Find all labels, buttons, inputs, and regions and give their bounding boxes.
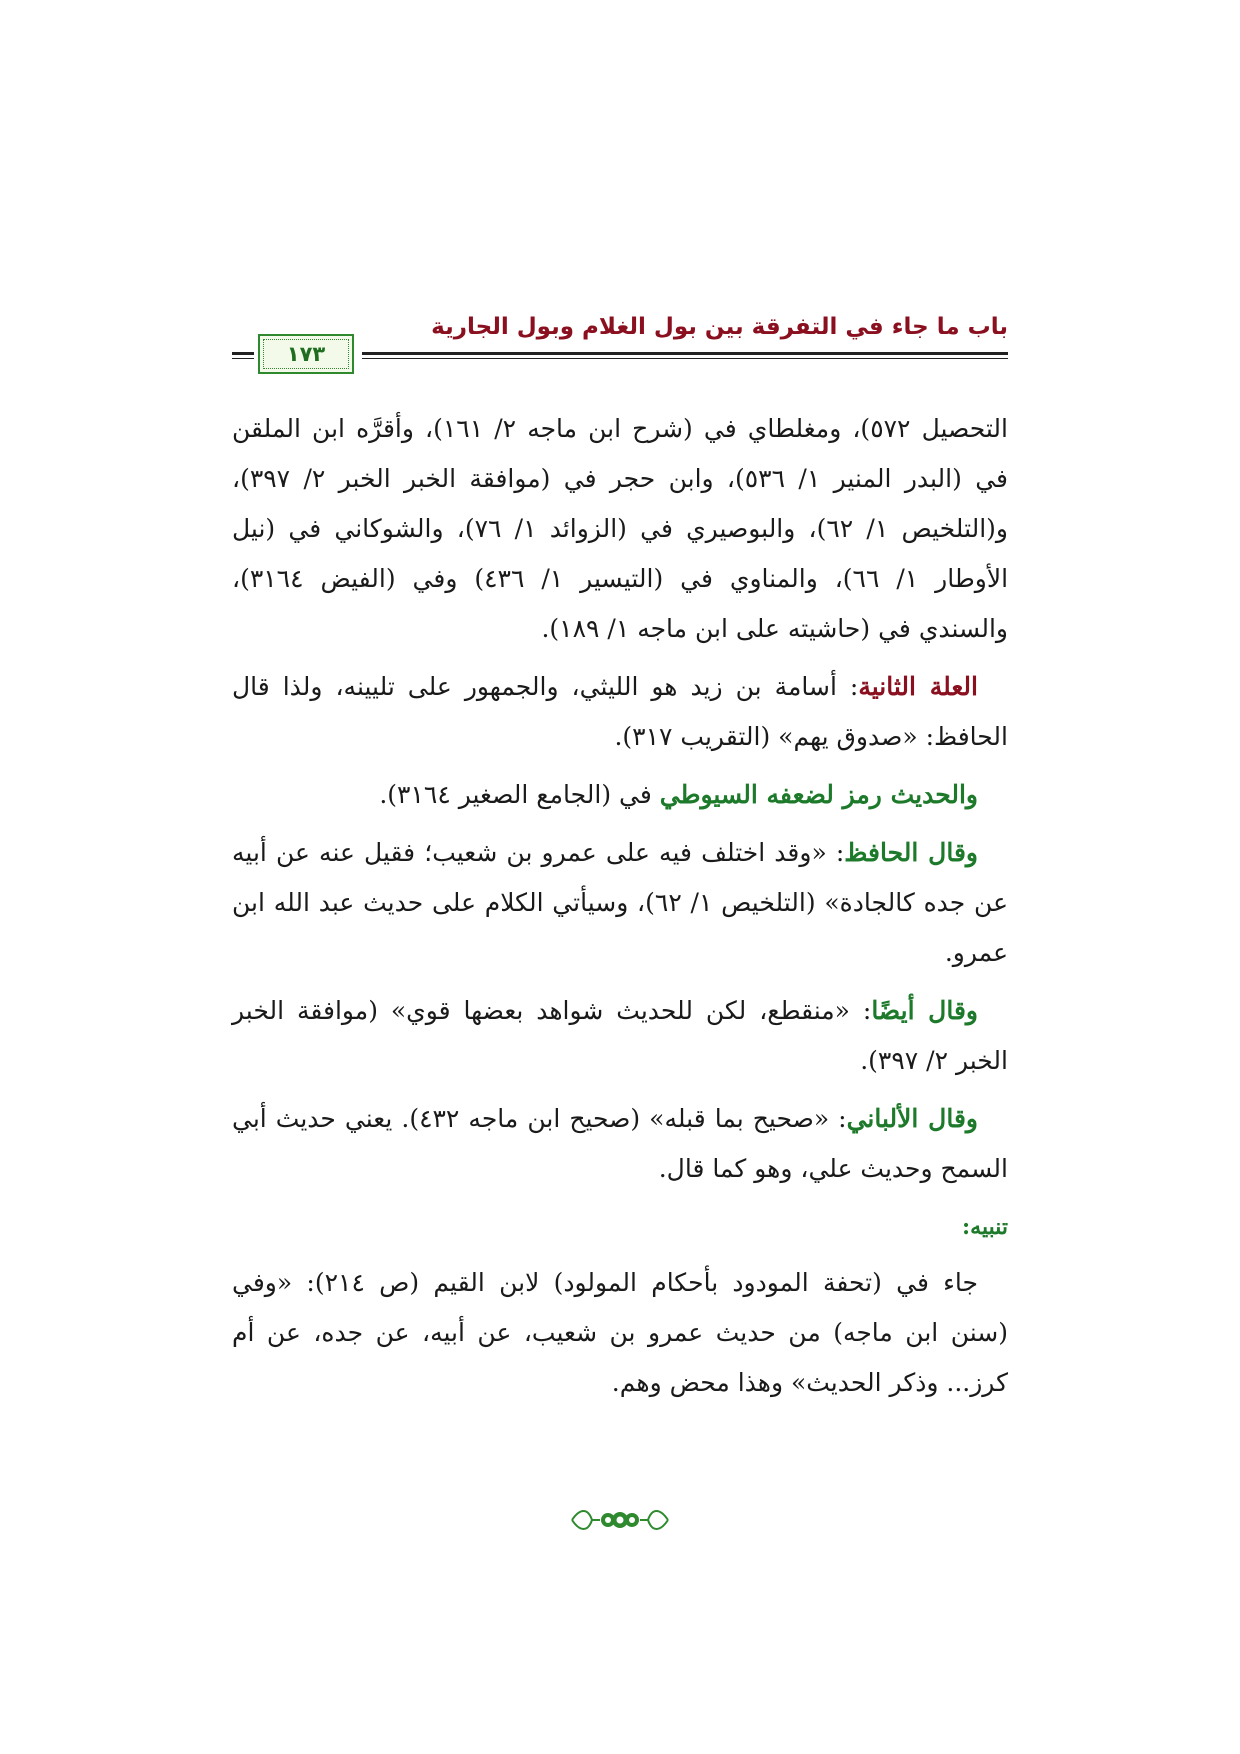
header-rule-left: [232, 352, 254, 355]
hafiz-text: : «وقد اختلف فيه على عمرو بن شعيب؛ فقيل عنه عن أبيه عن جده كالجادة» (التلخيص ١/ ٦٢)، وسيأتي الكلام على حديث عبد الله ابن عمرو.: [232, 838, 1008, 967]
decorative-frame-icon: [258, 334, 354, 374]
header-rule-left-thin: [232, 358, 254, 359]
paragraph-albani: [232, 1094, 1008, 1194]
note-heading: تنبيه:: [962, 1214, 1008, 1240]
suyuti-label: والحديث رمز لضعفه السيوطي: [659, 780, 978, 809]
paragraph-hafiz: [232, 828, 1008, 978]
hafiz-label: وقال الحافظ: [844, 838, 978, 867]
second-defect-text: : أسامة بن زيد هو الليثي، والجمهور على تليينه، ولذا قال الحافظ: «صدوق يهم» (التقريب ٣١٧).: [232, 672, 1008, 751]
paragraph-second-defect: [232, 662, 1008, 762]
header-rule-thin: [362, 358, 1008, 359]
paragraph-note: جاء في (تحفة المودود بأحكام المولود) لابن القيم (ص ٢١٤): «وفي (سنن ابن ماجه) من حديث عمرو بن شعيب، عن أبيه، عن جده، عن أم كرز... وذكر الحديث» وهذا محض وهم.: [232, 1268, 1008, 1397]
paragraph-suyuti: [232, 770, 1008, 820]
second-defect-label: العلة الثانية: [858, 672, 978, 701]
hafiz-also-label: وقال أيضًا: [871, 996, 978, 1025]
page-header: [232, 300, 1008, 380]
albani-text: : «صحيح بما قبله» (صحيح ابن ماجه ٤٣٢). يعني حديث أبي السمح وحديث علي، وهو كما قال.: [232, 1104, 1008, 1183]
paragraph-hafiz-also: [232, 986, 1008, 1086]
chapter-title: باب ما جاء في التفرقة بين بول الغلام وبول الجارية: [431, 314, 1008, 340]
floral-divider-icon: [568, 1504, 672, 1536]
albani-label: وقال الألباني: [846, 1104, 978, 1133]
paragraph-sources: التحصيل ٥٧٢)، ومغلطاي في (شرح ابن ماجه ٢/ ١٦١)، وأقرَّه ابن الملقن في (البدر المنير ١/ ٥٣٦)، وابن حجر في (موافقة الخبر الخبر ٢/ ٣٩٧)، و(التلخيص ١/ ٦٢)، والبوصيري في (الزوائد ١/ ٧٦)، والشوكاني في (نيل الأوطار ١/ ٦٦)، والمناوي في (التيسير ١/ ٤٣٦) وفي (الفيض ٣١٦٤)، والسندي في (حاشيته على ابن ماجه ١/ ١٨٩).: [232, 414, 1009, 643]
suyuti-text: في (الجامع الصغير ٣١٦٤).: [379, 780, 660, 809]
main-text: [232, 404, 1008, 1416]
header-rule: [362, 352, 1008, 355]
page-number: ١٧٣: [286, 342, 326, 366]
hafiz-also-text: : «منقطع، لكن للحديث شواهد بعضها قوي» (موافقة الخبر الخبر ٢/ ٣٩٧).: [232, 996, 1008, 1075]
